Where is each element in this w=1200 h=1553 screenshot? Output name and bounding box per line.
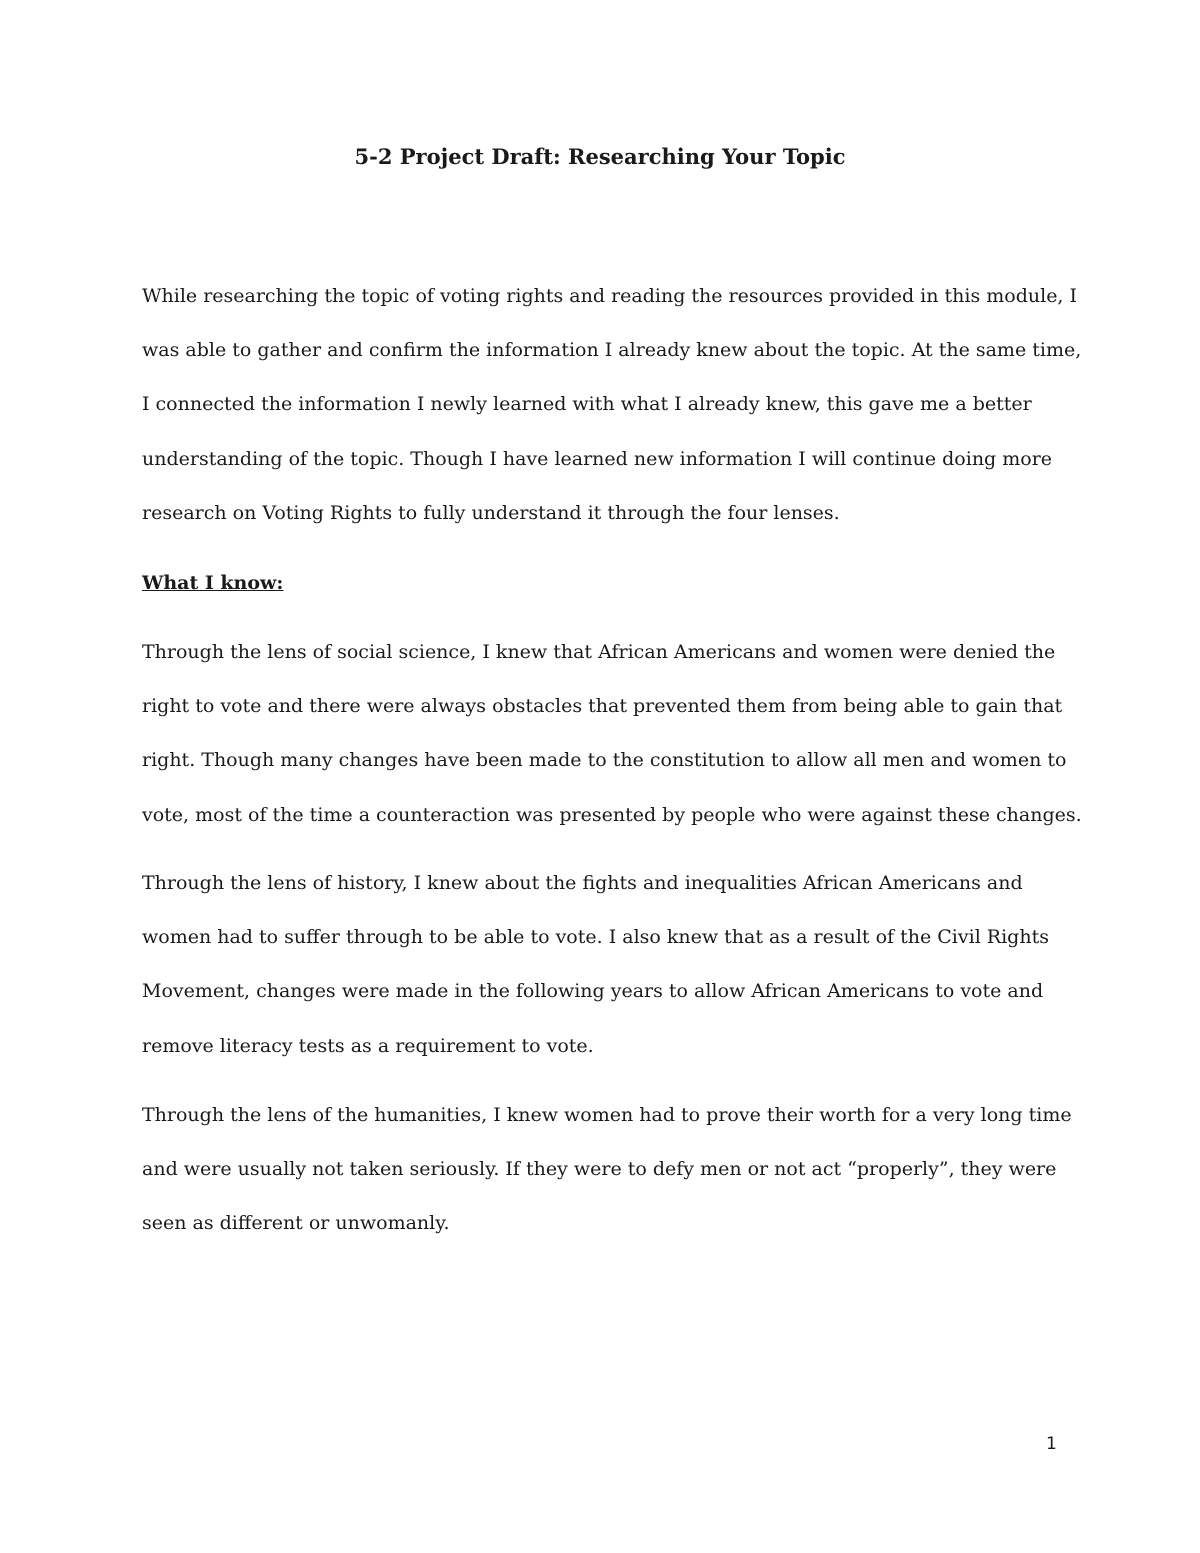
text-line: I connected the information I newly learned with what I already knew, this gave me a better (142, 393, 1032, 416)
section-heading: What I know: (142, 572, 284, 594)
humanities-paragraph (142, 1088, 1082, 1251)
text-line: While researching the topic of voting rights and reading the resources provided in this module, I (142, 285, 1078, 307)
intro-paragraph (142, 269, 1082, 540)
text-line: right. Though many changes have been made to the constitution to allow all men and women to (142, 749, 1067, 772)
text-line: Through the lens of social science, I knew that African Americans and women were denied the (142, 641, 1056, 663)
page-number: 1 (1046, 1434, 1057, 1454)
text-line: understanding of the topic. Though I have learned new information I will continue doing more (142, 447, 1053, 470)
history-paragraph (142, 856, 1082, 1073)
text-line: Through the lens of the humanities, I knew women had to prove their worth for a very long time (142, 1104, 1072, 1126)
text-line: women had to suffer through to be able to vote. I also knew that as a result of the Civil Rights (142, 926, 1049, 949)
text-line: right to vote and there were always obstacles that prevented them from being able to gain that (142, 695, 1063, 718)
text-line: and were usually not taken seriously. If they were to defy men or not act “properly”, they were (142, 1158, 1057, 1181)
social-science-paragraph (142, 625, 1082, 842)
text-line: seen as different or unwomanly. (142, 1212, 450, 1235)
document-title: 5-2 Project Draft: Researching Your Topic (354, 144, 846, 169)
text-line: Movement, changes were made in the following years to allow African Americans to vote and (142, 980, 1044, 1003)
text-line: research on Voting Rights to fully understand it through the four lenses. (142, 501, 840, 524)
text-line: Through the lens of history, I knew about the fights and inequalities African Americans and (142, 872, 1023, 894)
text-line: remove literacy tests as a requirement to vote. (142, 1034, 594, 1057)
text-line: was able to gather and confirm the information I already knew about the topic. At the same time, (142, 339, 1082, 362)
text-line: vote, most of the time a counteraction was presented by people who were against these changes. (142, 803, 1082, 826)
